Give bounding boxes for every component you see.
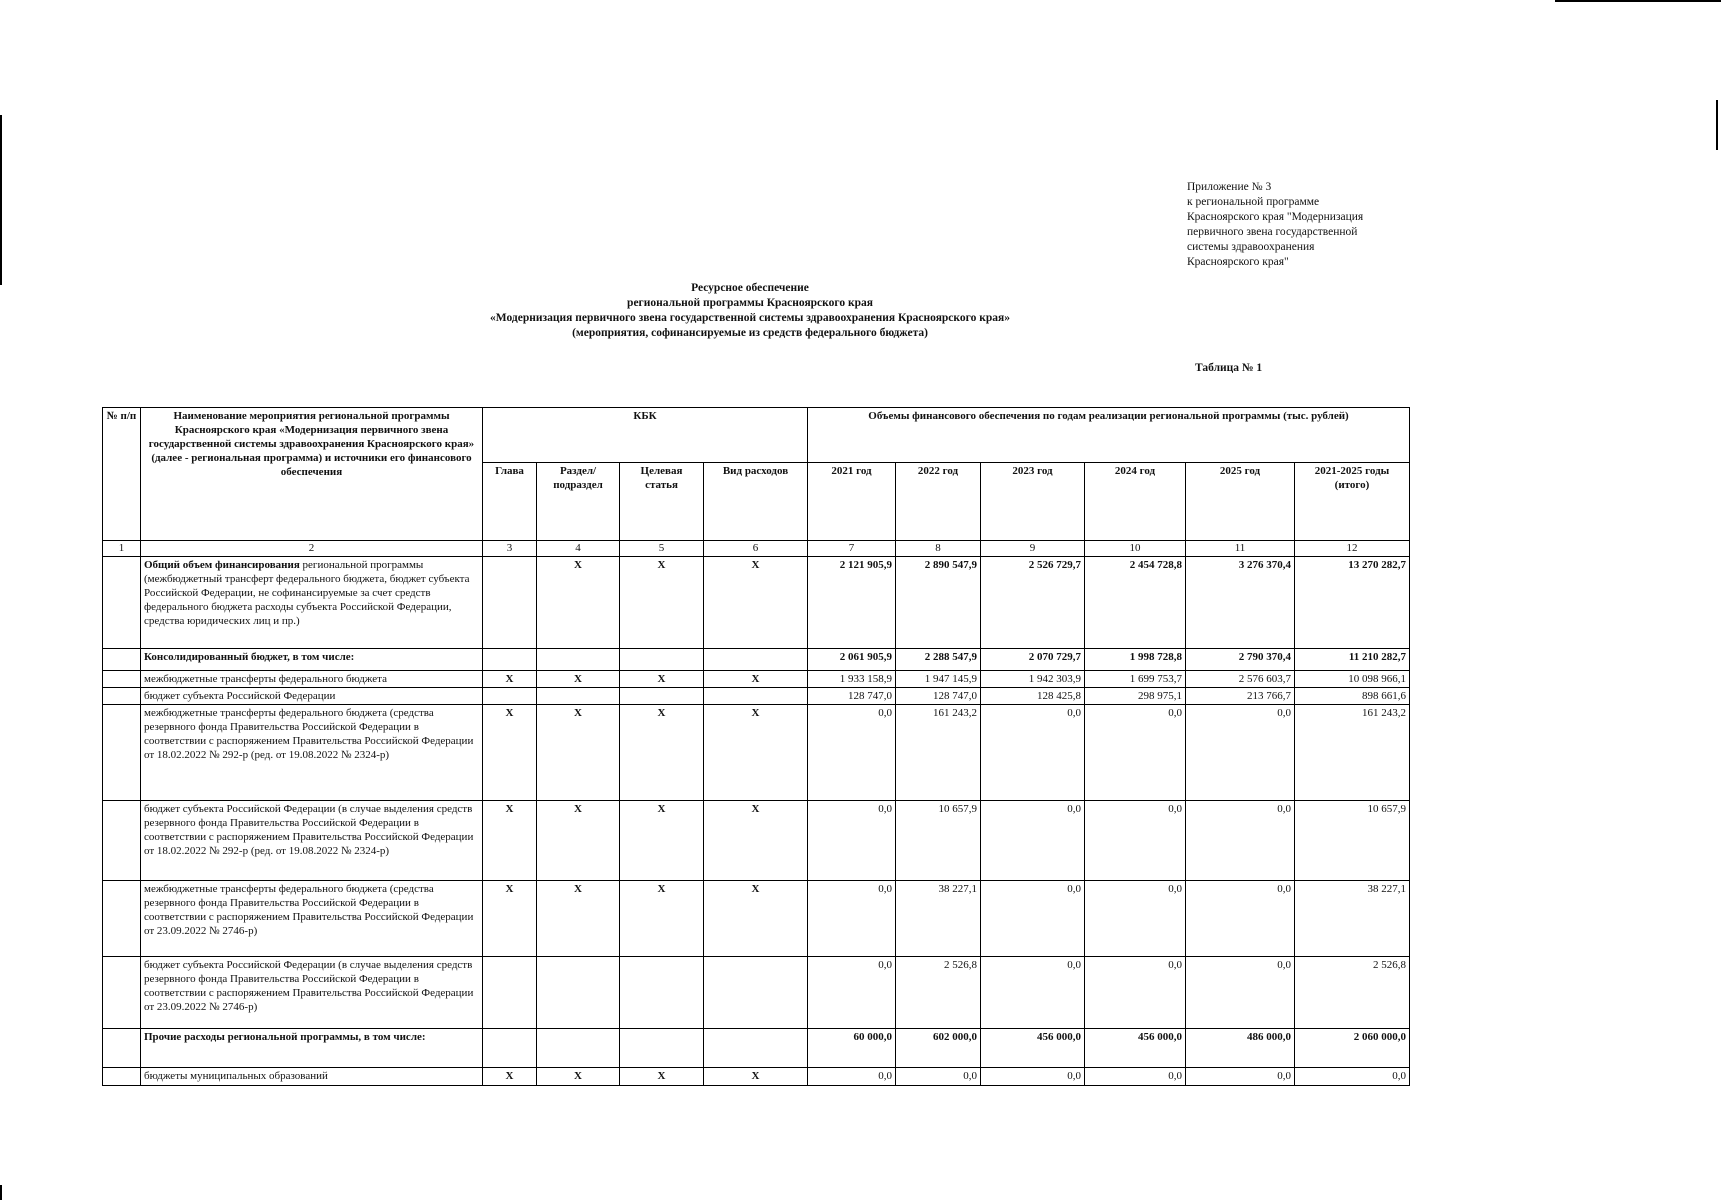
row-name-cell bbox=[141, 705, 483, 801]
row-number-cell bbox=[103, 957, 141, 1029]
kbk-cell: X bbox=[620, 801, 704, 881]
kbk-cell: X bbox=[537, 557, 620, 649]
kbk-cell bbox=[620, 688, 704, 705]
value-cell: 60 000,0 bbox=[808, 1029, 896, 1068]
header-num: № п/п bbox=[103, 408, 141, 541]
kbk-cell: X bbox=[620, 557, 704, 649]
row-name-text: региональной программы (межбюджетный трансферт федерального бюджета, бюджет субъекта Российской Федерации, не софинансируемые за счет средств федерального бюджета расходы субъекта Российской Федерации, средства юридических лиц и пр.) bbox=[144, 559, 470, 627]
kbk-cell: X bbox=[483, 801, 537, 881]
appendix-note bbox=[1187, 180, 1407, 270]
row-name-cell bbox=[141, 881, 483, 957]
value-cell: 2 121 905,9 bbox=[808, 557, 896, 649]
header-year: 2025 год bbox=[1186, 463, 1295, 541]
value-cell: 2 061 905,9 bbox=[808, 649, 896, 671]
kbk-cell bbox=[620, 1029, 704, 1068]
table-row bbox=[103, 957, 1410, 1029]
value-cell: 1 933 158,9 bbox=[808, 671, 896, 688]
title-line: Ресурсное обеспечение bbox=[691, 282, 809, 294]
kbk-cell: X bbox=[704, 705, 808, 801]
kbk-cell: X bbox=[704, 801, 808, 881]
row-name-cell bbox=[141, 557, 483, 649]
kbk-cell bbox=[704, 1029, 808, 1068]
value-cell: 13 270 282,7 bbox=[1295, 557, 1410, 649]
kbk-cell: X bbox=[620, 1068, 704, 1086]
row-name-text: бюджеты муниципальных образований bbox=[144, 1070, 328, 1082]
kbk-cell: X bbox=[704, 881, 808, 957]
kbk-cell: X bbox=[483, 1068, 537, 1086]
header-kbk: КБК bbox=[483, 408, 808, 463]
kbk-cell: X bbox=[620, 671, 704, 688]
row-name-text: межбюджетные трансферты федерального бюджета (средства резервного фонда Правительства Российской Федерации в соответствии с распоряжением Правительства Российской Федерации от 23.09.2022 № 2746-р) bbox=[144, 883, 474, 937]
value-cell: 1 942 303,9 bbox=[981, 671, 1085, 688]
resource-table bbox=[102, 407, 1410, 1086]
header-year: 2023 год bbox=[981, 463, 1085, 541]
row-name-cell bbox=[141, 649, 483, 671]
value-cell: 0,0 bbox=[981, 957, 1085, 1029]
title-line: (мероприятия, софинансируемые из средств федерального бюджета) bbox=[572, 327, 928, 339]
value-cell: 0,0 bbox=[808, 957, 896, 1029]
value-cell: 602 000,0 bbox=[896, 1029, 981, 1068]
header-kbk-glava: Глава bbox=[483, 463, 537, 541]
table-row bbox=[103, 1068, 1410, 1086]
kbk-cell bbox=[483, 649, 537, 671]
value-cell: 0,0 bbox=[808, 881, 896, 957]
row-number-cell bbox=[103, 801, 141, 881]
value-cell: 0,0 bbox=[1186, 801, 1295, 881]
kbk-cell: X bbox=[704, 671, 808, 688]
appendix-line: Красноярского края" bbox=[1187, 256, 1289, 268]
header-year: 2021 год bbox=[808, 463, 896, 541]
title-line: региональной программы Красноярского края bbox=[627, 297, 873, 309]
value-cell: 1 699 753,7 bbox=[1085, 671, 1186, 688]
kbk-cell: X bbox=[537, 671, 620, 688]
column-index: 5 bbox=[620, 541, 704, 557]
value-cell: 298 975,1 bbox=[1085, 688, 1186, 705]
column-index: 4 bbox=[537, 541, 620, 557]
row-name-bold: Прочие расходы региональной программы, в том числе: bbox=[144, 1031, 426, 1043]
table-row bbox=[103, 705, 1410, 801]
row-number-cell bbox=[103, 1029, 141, 1068]
kbk-cell bbox=[483, 557, 537, 649]
value-cell: 0,0 bbox=[1186, 705, 1295, 801]
scan-edge-mark bbox=[1555, 0, 1721, 2]
value-cell: 0,0 bbox=[1186, 957, 1295, 1029]
table-row bbox=[103, 649, 1410, 671]
value-cell: 128 747,0 bbox=[896, 688, 981, 705]
document-title bbox=[400, 281, 1100, 341]
value-cell: 0,0 bbox=[808, 1068, 896, 1086]
row-name-cell bbox=[141, 1068, 483, 1086]
table-row bbox=[103, 881, 1410, 957]
row-name-text: межбюджетные трансферты федерального бюджета bbox=[144, 673, 387, 685]
kbk-cell bbox=[704, 957, 808, 1029]
scan-edge-mark bbox=[1716, 100, 1718, 150]
kbk-cell bbox=[537, 688, 620, 705]
row-number-cell bbox=[103, 649, 141, 671]
header-year: 2022 год bbox=[896, 463, 981, 541]
kbk-cell bbox=[483, 688, 537, 705]
title-line: «Модернизация первичного звена государственной системы здравоохранения Красноярского края» bbox=[490, 312, 1010, 324]
value-cell: 456 000,0 bbox=[1085, 1029, 1186, 1068]
value-cell: 0,0 bbox=[1295, 1068, 1410, 1086]
column-index: 10 bbox=[1085, 541, 1186, 557]
value-cell: 2 890 547,9 bbox=[896, 557, 981, 649]
table-row bbox=[103, 688, 1410, 705]
value-cell: 2 454 728,8 bbox=[1085, 557, 1186, 649]
column-index: 1 bbox=[103, 541, 141, 557]
header-year-total: 2021-2025 годы (итого) bbox=[1295, 463, 1410, 541]
value-cell: 2 576 603,7 bbox=[1186, 671, 1295, 688]
value-cell: 456 000,0 bbox=[981, 1029, 1085, 1068]
row-number-cell bbox=[103, 671, 141, 688]
row-name-text: бюджет субъекта Российской Федерации bbox=[144, 690, 336, 702]
column-index-row bbox=[103, 541, 1410, 557]
value-cell: 2 526,8 bbox=[896, 957, 981, 1029]
appendix-line: Красноярского края "Модернизация bbox=[1187, 211, 1364, 223]
column-index: 2 bbox=[141, 541, 483, 557]
value-cell: 128 747,0 bbox=[808, 688, 896, 705]
header-volumes: Объемы финансового обеспечения по годам реализации региональной программы (тыс. рублей) bbox=[808, 408, 1410, 463]
kbk-cell: X bbox=[620, 881, 704, 957]
value-cell: 0,0 bbox=[896, 1068, 981, 1086]
value-cell: 0,0 bbox=[1085, 705, 1186, 801]
value-cell: 213 766,7 bbox=[1186, 688, 1295, 705]
value-cell: 0,0 bbox=[981, 1068, 1085, 1086]
row-name-cell bbox=[141, 1029, 483, 1068]
kbk-cell: X bbox=[537, 881, 620, 957]
appendix-line: к региональной программе bbox=[1187, 196, 1320, 208]
value-cell: 2 060 000,0 bbox=[1295, 1029, 1410, 1068]
table-row bbox=[103, 671, 1410, 688]
row-name-cell bbox=[141, 957, 483, 1029]
kbk-cell bbox=[620, 649, 704, 671]
row-name-cell bbox=[141, 671, 483, 688]
kbk-cell bbox=[537, 649, 620, 671]
kbk-cell: X bbox=[704, 1068, 808, 1086]
row-name-text: межбюджетные трансферты федерального бюджета (средства резервного фонда Правительства Российской Федерации в соответствии с распоряжением Правительства Российской Федерации от 18.02.2022 № 292-р (ред. от 19.08.2022 № 2324-р) bbox=[144, 707, 474, 761]
value-cell: 10 657,9 bbox=[896, 801, 981, 881]
value-cell: 0,0 bbox=[808, 801, 896, 881]
header-kbk-vid: Вид расходов bbox=[704, 463, 808, 541]
appendix-line: первичного звена государственной bbox=[1187, 226, 1358, 238]
row-name-bold: Общий объем финансирования bbox=[144, 559, 300, 571]
kbk-cell bbox=[620, 957, 704, 1029]
kbk-cell bbox=[483, 1029, 537, 1068]
table-row bbox=[103, 557, 1410, 649]
value-cell: 0,0 bbox=[808, 705, 896, 801]
column-index: 8 bbox=[896, 541, 981, 557]
value-cell: 2 526 729,7 bbox=[981, 557, 1085, 649]
row-number-cell bbox=[103, 1068, 141, 1086]
value-cell: 898 661,6 bbox=[1295, 688, 1410, 705]
value-cell: 161 243,2 bbox=[1295, 705, 1410, 801]
header-name: Наименование мероприятия региональной программы Красноярского края «Модернизация первичного звена государственной системы здравоохранения Красноярского края» (далее - региональная программа) и источники его финансового обеспечения bbox=[141, 408, 483, 541]
value-cell: 0,0 bbox=[981, 881, 1085, 957]
row-name-cell bbox=[141, 688, 483, 705]
kbk-cell: X bbox=[483, 705, 537, 801]
column-index: 12 bbox=[1295, 541, 1410, 557]
value-cell: 38 227,1 bbox=[1295, 881, 1410, 957]
kbk-cell: X bbox=[483, 671, 537, 688]
kbk-cell: X bbox=[620, 705, 704, 801]
header-row bbox=[103, 408, 1410, 463]
value-cell: 11 210 282,7 bbox=[1295, 649, 1410, 671]
appendix-line: Приложение № 3 bbox=[1187, 181, 1272, 193]
header-year: 2024 год bbox=[1085, 463, 1186, 541]
appendix-line: системы здравоохранения bbox=[1187, 241, 1315, 253]
value-cell: 128 425,8 bbox=[981, 688, 1085, 705]
value-cell: 2 526,8 bbox=[1295, 957, 1410, 1029]
kbk-cell bbox=[704, 649, 808, 671]
kbk-cell: X bbox=[537, 705, 620, 801]
kbk-cell bbox=[537, 957, 620, 1029]
value-cell: 3 276 370,4 bbox=[1186, 557, 1295, 649]
header-kbk-statia: Целевая статья bbox=[620, 463, 704, 541]
value-cell: 486 000,0 bbox=[1186, 1029, 1295, 1068]
value-cell: 1 947 145,9 bbox=[896, 671, 981, 688]
row-name-text: бюджет субъекта Российской Федерации (в случае выделения средств резервного фонда Правительства Российской Федерации в соответствии с распоряжением Правительства Российской Федерации от 18.02.2022 № 292-р (ред. от 19.08.2022 № 2324-р) bbox=[144, 803, 474, 857]
value-cell: 1 998 728,8 bbox=[1085, 649, 1186, 671]
row-name-bold: Консолидированный бюджет, в том числе: bbox=[144, 651, 355, 663]
value-cell: 10 657,9 bbox=[1295, 801, 1410, 881]
value-cell: 0,0 bbox=[1085, 801, 1186, 881]
kbk-cell: X bbox=[537, 801, 620, 881]
row-number-cell bbox=[103, 705, 141, 801]
value-cell: 0,0 bbox=[1186, 1068, 1295, 1086]
value-cell: 38 227,1 bbox=[896, 881, 981, 957]
value-cell: 2 288 547,9 bbox=[896, 649, 981, 671]
table-number: Таблица № 1 bbox=[1195, 362, 1263, 374]
value-cell: 0,0 bbox=[1186, 881, 1295, 957]
row-name-text: бюджет субъекта Российской Федерации (в случае выделения средств резервного фонда Правительства Российской Федерации в соответствии с распоряжением Правительства Российской Федерации от 23.09.2022 № 2746-р) bbox=[144, 959, 474, 1013]
kbk-cell bbox=[483, 957, 537, 1029]
column-index: 6 bbox=[704, 541, 808, 557]
row-number-cell bbox=[103, 881, 141, 957]
column-index: 11 bbox=[1186, 541, 1295, 557]
scan-edge-mark bbox=[0, 1185, 2, 1200]
column-index: 9 bbox=[981, 541, 1085, 557]
kbk-cell: X bbox=[483, 881, 537, 957]
column-index: 7 bbox=[808, 541, 896, 557]
value-cell: 0,0 bbox=[981, 705, 1085, 801]
value-cell: 10 098 966,1 bbox=[1295, 671, 1410, 688]
value-cell: 2 790 370,4 bbox=[1186, 649, 1295, 671]
kbk-cell bbox=[704, 688, 808, 705]
value-cell: 0,0 bbox=[1085, 881, 1186, 957]
row-number-cell bbox=[103, 557, 141, 649]
value-cell: 0,0 bbox=[981, 801, 1085, 881]
kbk-cell bbox=[537, 1029, 620, 1068]
table-row bbox=[103, 801, 1410, 881]
row-number-cell bbox=[103, 688, 141, 705]
value-cell: 161 243,2 bbox=[896, 705, 981, 801]
value-cell: 0,0 bbox=[1085, 957, 1186, 1029]
scan-edge-mark bbox=[0, 115, 2, 285]
row-name-cell bbox=[141, 801, 483, 881]
value-cell: 2 070 729,7 bbox=[981, 649, 1085, 671]
table-row bbox=[103, 1029, 1410, 1068]
value-cell: 0,0 bbox=[1085, 1068, 1186, 1086]
kbk-cell: X bbox=[537, 1068, 620, 1086]
kbk-cell: X bbox=[704, 557, 808, 649]
header-kbk-razdel: Раздел/ подраздел bbox=[537, 463, 620, 541]
column-index: 3 bbox=[483, 541, 537, 557]
